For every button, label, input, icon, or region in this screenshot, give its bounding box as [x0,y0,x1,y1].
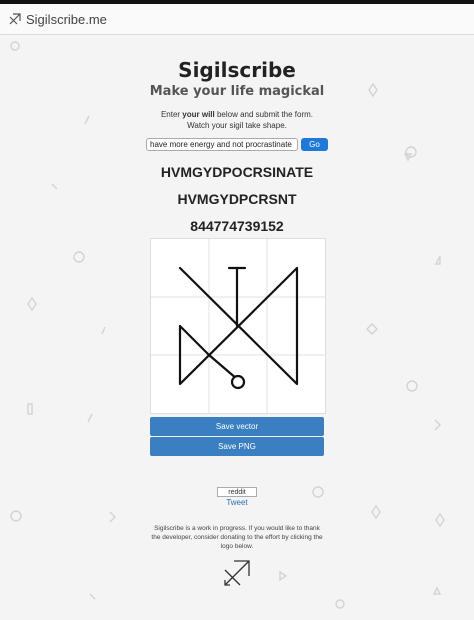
tweet-link[interactable]: Tweet [226,498,248,507]
result-reduced: HVMGYDPCRSNT [177,191,297,207]
site-brand[interactable]: Sigilscribe.me [26,11,107,27]
donate-logo-icon[interactable] [222,558,252,588]
intro-part2: below and submit the form. [214,110,314,119]
sigil-drawing [180,268,297,388]
intro-line2: Watch your sigil take shape. [187,121,287,130]
main-content [0,34,474,620]
intro-part1: Enter [160,110,183,119]
sigil-logo-icon[interactable] [8,12,22,26]
result-uppercase: HVMGYDPOCRSINATE [160,164,314,180]
sigil-canvas [150,238,326,414]
save-vector-button[interactable]: Save vector [150,417,324,436]
intro-text [0,109,474,131]
will-form [146,137,328,151]
will-input[interactable]: have more energy and not procrastinate [146,138,298,151]
intro-bold: your will [182,110,215,119]
site-header [0,4,474,35]
save-png-button[interactable]: Save PNG [150,437,324,456]
reddit-share-button[interactable]: reddit [217,487,257,497]
result-numbers: 844774739152 [190,218,284,234]
go-button[interactable]: Go [301,138,328,151]
footer-text: Sigilscribe is a work in progress. If you would like to thank the developer, consider donating to the effort by clicking the logo below. [151,525,323,550]
page-title: Sigilscribe [178,58,296,82]
page-tagline: Make your life magickal [149,84,325,99]
